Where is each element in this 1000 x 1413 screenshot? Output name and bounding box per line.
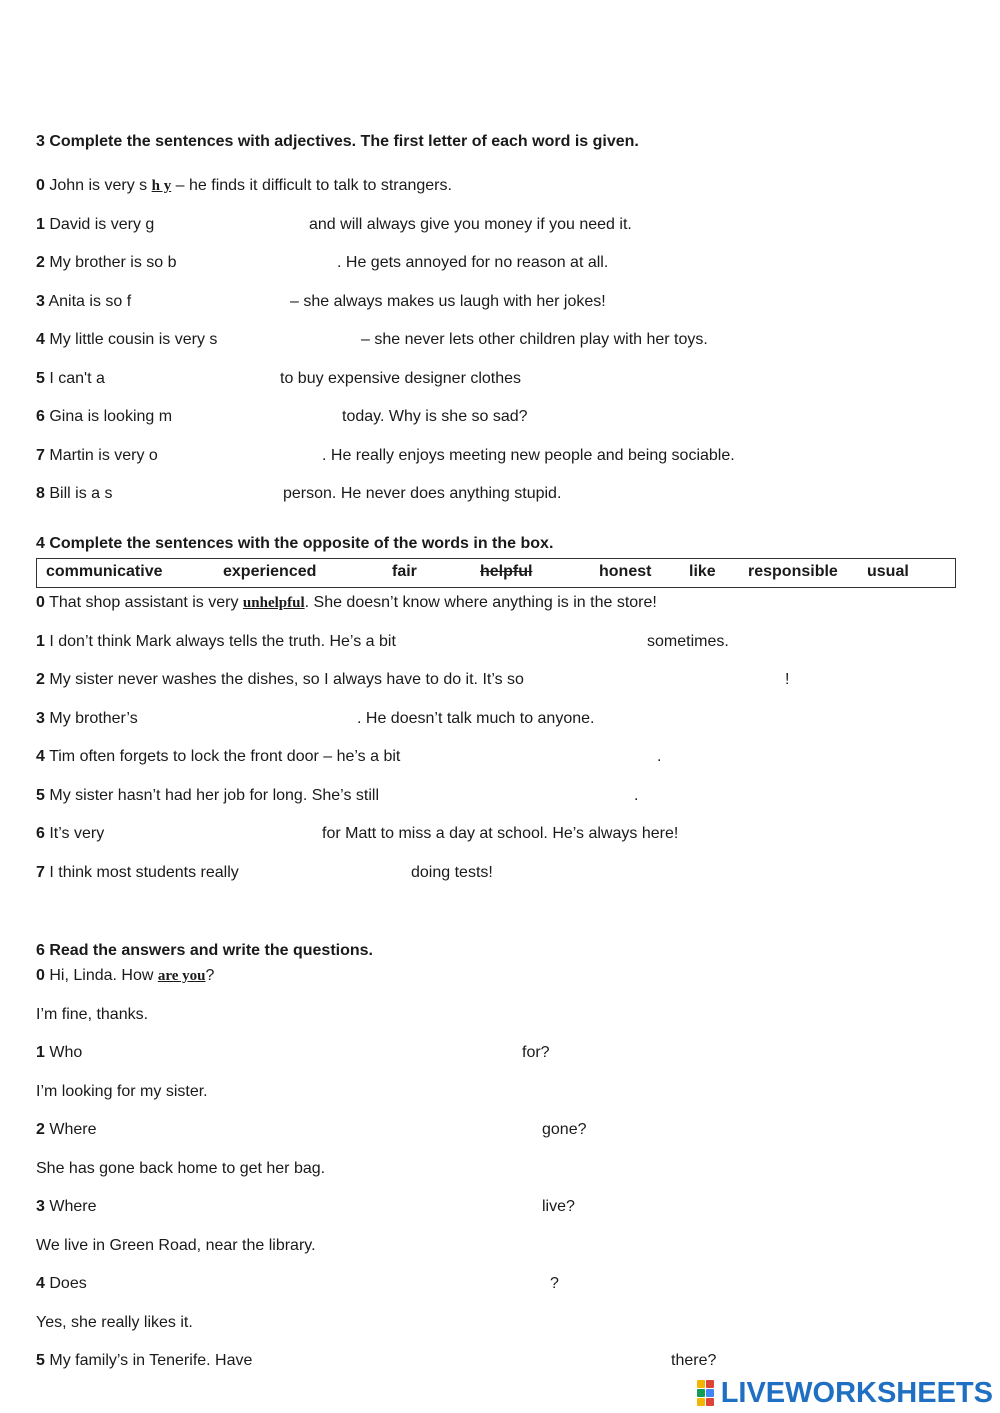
item-number: 4 xyxy=(36,331,45,348)
item-number: 6 xyxy=(36,408,45,425)
item-text: My little cousin is very s xyxy=(49,331,218,348)
item-text: That shop assistant is very xyxy=(49,594,243,611)
item-text: I don’t think Mark always tells the truth. He’s a bit xyxy=(49,633,396,650)
s4-item-1-end: sometimes. xyxy=(647,633,729,650)
s6-reply-3: We live in Green Road, near the library. xyxy=(36,1237,316,1254)
s3-item-2-end: . He gets annoyed for no reason at all. xyxy=(337,254,609,271)
item-text-end: . She doesn’t know where anything is in the store! xyxy=(304,594,657,611)
item-number: 2 xyxy=(36,671,45,688)
item-number: 0 xyxy=(36,177,45,194)
item-text: My sister never washes the dishes, so I always have to do it. It’s so xyxy=(49,671,524,688)
s4-item-2 xyxy=(36,670,524,690)
logo-square xyxy=(706,1380,714,1388)
s4-item-5 xyxy=(36,786,379,806)
item-text: Gina is looking m xyxy=(49,408,173,425)
item-text: David is very g xyxy=(49,216,155,233)
logo-square xyxy=(706,1389,714,1397)
s3-item-5-end: to buy expensive designer clothes xyxy=(280,370,522,387)
word-item-crossed: helpful xyxy=(480,563,533,580)
s6-item-5 xyxy=(36,1351,252,1371)
word-item: fair xyxy=(392,563,417,580)
item-number: 4 xyxy=(36,1275,45,1292)
item-number: 5 xyxy=(36,787,45,804)
item-number: 5 xyxy=(36,370,45,387)
liveworksheets-logo xyxy=(697,1376,993,1410)
item-number: 5 xyxy=(36,1352,45,1369)
s4-item-6-end: for Matt to miss a day at school. He’s always here! xyxy=(322,825,679,842)
s3-item-4 xyxy=(36,330,217,350)
item-number: 1 xyxy=(36,216,45,233)
s3-item-7-end: . He really enjoys meeting new people and being sociable. xyxy=(322,447,735,464)
item-number: 2 xyxy=(36,1121,45,1138)
s4-item-4-end: . xyxy=(657,748,662,765)
item-number: 8 xyxy=(36,485,45,502)
s3-item-4-end: – she never lets other children play with her toys. xyxy=(361,331,708,348)
item-text: Hi, Linda. How xyxy=(49,967,158,984)
word-item: responsible xyxy=(748,563,838,580)
item-number: 6 xyxy=(36,825,45,842)
logo-text: LIVEWORKSHEETS xyxy=(720,1377,993,1409)
item-number: 7 xyxy=(36,447,45,464)
s6-item-4-end: ? xyxy=(550,1275,559,1292)
s3-item-3-end: – she always makes us laugh with her jokes! xyxy=(290,293,606,310)
s4-item-3-end: . He doesn’t talk much to anyone. xyxy=(357,710,595,727)
logo-square xyxy=(697,1389,705,1397)
logo-grid-icon xyxy=(697,1380,719,1406)
word-item: communicative xyxy=(46,563,163,580)
item-text: I can't a xyxy=(49,370,105,387)
s3-item-1 xyxy=(36,215,154,235)
word-item: like xyxy=(689,563,716,580)
item-number: 3 xyxy=(36,710,45,727)
item-number: 0 xyxy=(36,967,45,984)
item-number: 2 xyxy=(36,254,45,271)
s6-reply-1: I’m looking for my sister. xyxy=(36,1083,208,1100)
section-3-heading: 3 Complete the sentences with adjectives. The first letter of each word is given. xyxy=(36,133,639,150)
item-text: Where xyxy=(49,1121,97,1138)
s3-item-8 xyxy=(36,484,112,504)
item-text: My brother is so b xyxy=(49,254,177,271)
item-text: Anita is so f xyxy=(48,293,132,310)
s4-item-0 xyxy=(36,593,657,613)
item-text: Bill is a s xyxy=(49,485,113,502)
s4-item-7 xyxy=(36,863,239,883)
s6-item-3-end: live? xyxy=(542,1198,575,1215)
example-answer: unhelpful xyxy=(242,595,305,611)
item-number: 3 xyxy=(36,1198,45,1215)
s4-item-2-end: ! xyxy=(785,671,790,688)
example-answer: h y xyxy=(151,178,172,194)
s6-reply-4: Yes, she really likes it. xyxy=(36,1314,193,1331)
item-number: 1 xyxy=(36,633,45,650)
s3-item-6 xyxy=(36,407,172,427)
section-6-heading: 6 Read the answers and write the questions. xyxy=(36,942,373,959)
item-text: Does xyxy=(49,1275,87,1292)
item-text: John is very s xyxy=(49,177,152,194)
item-text: It’s very xyxy=(49,825,105,842)
item-text: Where xyxy=(49,1198,97,1215)
word-item: honest xyxy=(599,563,652,580)
logo-square xyxy=(697,1380,705,1388)
example-answer: are you xyxy=(157,968,206,984)
s4-item-4 xyxy=(36,747,400,767)
s4-item-5-end: . xyxy=(634,787,639,804)
item-number: 3 xyxy=(36,293,45,310)
s6-item-5-end: there? xyxy=(671,1352,717,1369)
logo-square xyxy=(706,1398,714,1406)
s3-item-7 xyxy=(36,446,158,466)
item-number: 7 xyxy=(36,864,45,881)
s4-item-7-end: doing tests! xyxy=(411,864,493,881)
s6-item-1 xyxy=(36,1043,82,1063)
word-box xyxy=(36,558,956,588)
s6-reply-2: She has gone back home to get her bag. xyxy=(36,1160,326,1177)
s3-item-8-end: person. He never does anything stupid. xyxy=(283,485,562,502)
s3-item-0 xyxy=(36,176,452,196)
item-text: My family’s in Tenerife. Have xyxy=(49,1352,253,1369)
item-number: 4 xyxy=(36,748,45,765)
item-text: I think most students really xyxy=(49,864,239,881)
s4-item-1 xyxy=(36,632,396,652)
s3-item-5 xyxy=(36,369,105,389)
item-text: Martin is very o xyxy=(49,447,158,464)
word-item: usual xyxy=(867,563,909,580)
logo-square xyxy=(697,1398,705,1406)
s3-item-3 xyxy=(36,292,131,312)
s6-item-0 xyxy=(36,966,214,986)
section-4-heading: 4 Complete the sentences with the opposite of the words in the box. xyxy=(36,535,554,552)
item-number: 0 xyxy=(36,594,45,611)
item-text: Who xyxy=(49,1044,83,1061)
s6-item-2 xyxy=(36,1120,96,1140)
item-number: 1 xyxy=(36,1044,45,1061)
s3-item-1-end: and will always give you money if you need it. xyxy=(309,216,632,233)
item-text: My brother’s xyxy=(49,710,138,727)
s6-reply-0: I’m fine, thanks. xyxy=(36,1006,149,1023)
item-text-end: ? xyxy=(205,967,215,984)
item-text: Tim often forgets to lock the front door – he’s a bit xyxy=(49,748,401,765)
item-text: My sister hasn’t had her job for long. She’s still xyxy=(49,787,379,804)
item-text-end: – he finds it difficult to talk to strangers. xyxy=(171,177,452,194)
s3-item-2 xyxy=(36,253,177,273)
s4-item-3 xyxy=(36,709,138,729)
s6-item-4 xyxy=(36,1274,87,1294)
s6-item-1-end: for? xyxy=(522,1044,550,1061)
s3-item-6-end: today. Why is she so sad? xyxy=(342,408,528,425)
s6-item-2-end: gone? xyxy=(542,1121,587,1138)
s6-item-3 xyxy=(36,1197,96,1217)
word-item: experienced xyxy=(223,563,317,580)
s4-item-6 xyxy=(36,824,104,844)
